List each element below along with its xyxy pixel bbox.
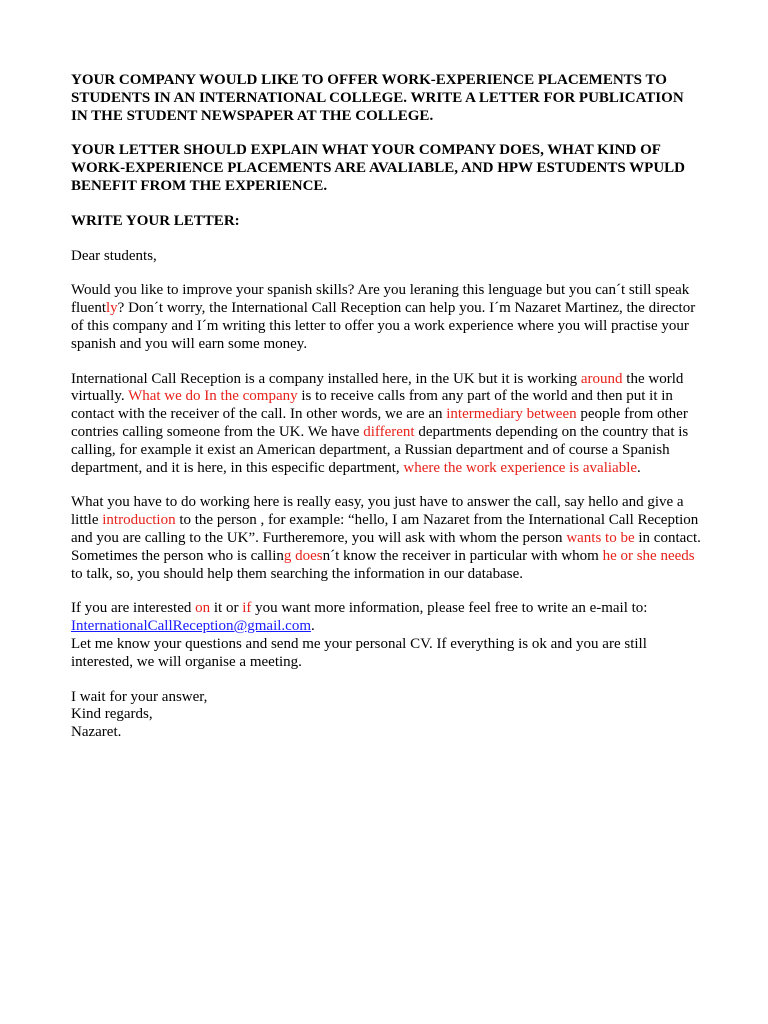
text-run: International Call Reception is a company installed here, in the UK but it is working <box>71 370 581 387</box>
corrected-text: g does <box>283 547 323 564</box>
text-run: ? Don´t worry, the International Call Reception can help you. I´m Nazaret Martinez, the director of this company and I´m writing this letter to offer you a work experience where you will practise your spanish and you will earn some money. <box>71 300 696 352</box>
closing-line: I wait for your answer, <box>71 688 208 705</box>
text-run: the world virtually. <box>71 370 684 405</box>
text-run: to talk, so, you should help them searching the information in our database. <box>71 565 523 582</box>
text-run: What you have to do working here is really easy, you just have to answer the call, say hello and give a little <box>71 494 684 529</box>
letter-greeting: Dear students, <box>71 247 157 264</box>
text-run: . <box>311 618 315 635</box>
text-run: to the person , for example: “hello, I am Nazaret from the International Call Reception and you are calling to the UK”. Furtheremore, you will ask with whom the person <box>71 512 699 546</box>
text-run: people from other contries calling someone from the UK. We have <box>71 406 688 440</box>
corrected-text: around <box>580 370 623 387</box>
letter-paragraph-4 <box>71 600 701 671</box>
document-page <box>71 72 701 759</box>
corrected-text: he or she needs <box>602 547 695 564</box>
task-prompt-2: YOUR LETTER SHOULD EXPLAIN WHAT YOUR COMPANY DOES, WHAT KIND OF WORK-EXPERIENCE PLACEMENTS ARE AVALIABLE, AND HPW ESTUDENTS WPULD BENEFIT FROM THE EXPERIENCE. <box>71 142 686 194</box>
letter-paragraph-1 <box>71 282 701 353</box>
email-link[interactable]: InternationalCallReception@gmail.com <box>71 618 311 635</box>
letter-closing <box>71 689 701 742</box>
text-run: you want more information, please feel free to write an e-mail to: <box>251 600 648 617</box>
text-run: If you are interested <box>71 600 196 617</box>
corrected-text: What we do In the company <box>128 388 298 405</box>
text-run: Would you like to improve your spanish skills? Are you leraning this lenguage but you can´t still speak fluent <box>71 282 690 317</box>
corrected-text: where the work experience is avaliable <box>403 459 638 476</box>
text-run: it or <box>210 600 243 617</box>
corrected-text: different <box>363 423 415 440</box>
letter-paragraph-3 <box>71 494 701 583</box>
task-prompt-3: WRITE YOUR LETTER: <box>71 212 240 229</box>
text-run: in contact. Sometimes the person who is callin <box>71 529 701 564</box>
corrected-text: on <box>195 600 211 617</box>
text-run: departments depending on the country that is calling, for example it exist an American department, a Russian department and of course a Spanish department, and it is here, in this especific department, <box>71 423 689 476</box>
corrected-text: if <box>242 600 252 617</box>
task-prompt-1: YOUR COMPANY WOULD LIKE TO OFFER WORK-EXPERIENCE PLACEMENTS TO STUDENTS IN AN INTERNATIONAL COLLEGE. WRITE A LETTER FOR PUBLICATION IN THE STUDENT NEWSPAPER AT THE COLLEGE. <box>71 72 684 124</box>
letter-paragraph-2 <box>71 371 701 478</box>
closing-regards: Kind regards, <box>71 706 153 723</box>
corrected-text: wants to be <box>566 529 635 546</box>
text-run: . <box>637 459 641 476</box>
corrected-text: introduction <box>102 512 176 529</box>
signature: Nazaret. <box>71 724 122 741</box>
text-run: Let me know your questions and send me your personal CV. If everything is ok and you are still interested, we will organise a meeting. <box>71 635 647 670</box>
text-run: n´t know the receiver in particular with whom <box>322 547 603 564</box>
text-run: is to receive calls from any part of the world and then put it in contact with the receiver of the call. In other words, we are an <box>71 388 673 423</box>
corrected-text: intermediary between <box>446 406 577 423</box>
corrected-text: ly <box>106 300 118 317</box>
